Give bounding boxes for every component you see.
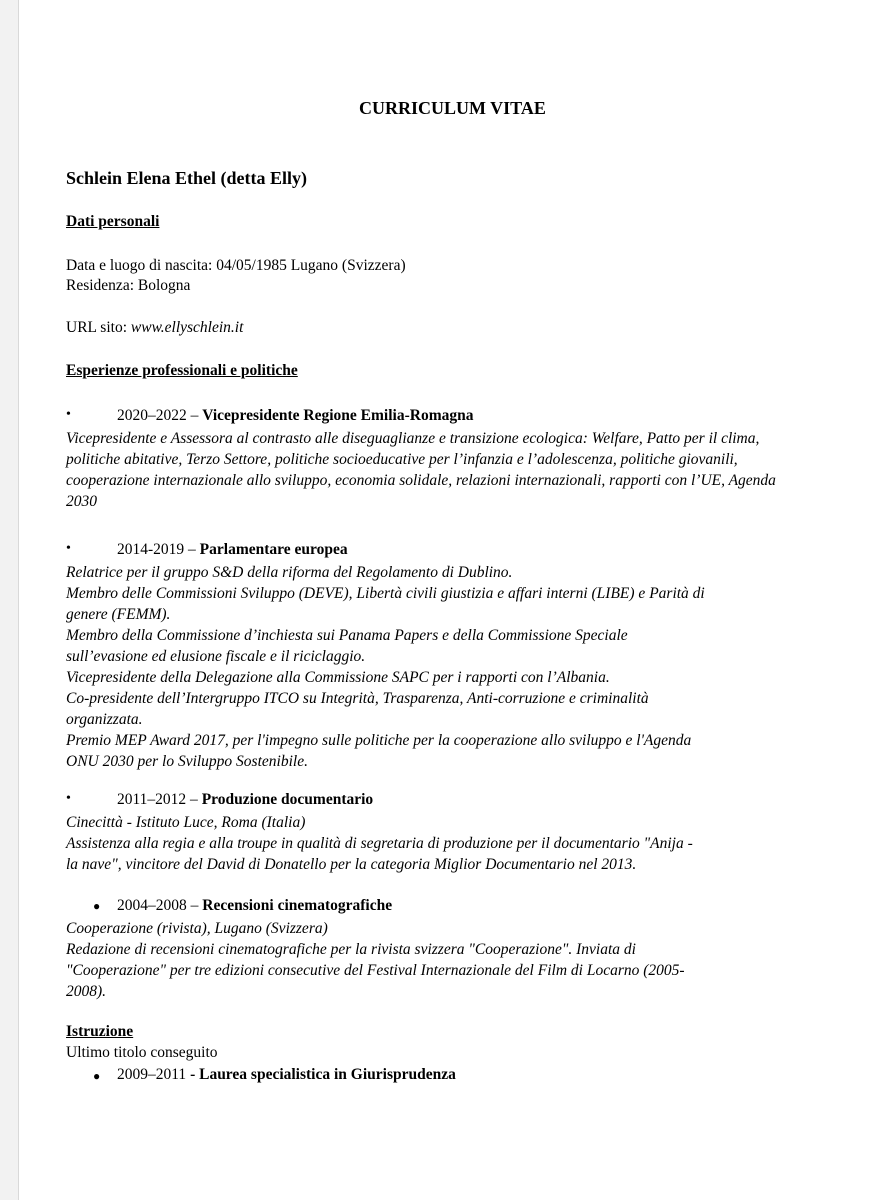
description-line: Premio MEP Award 2017, per l'impegno sulle politiche per la cooperazione allo sviluppo e l'Agenda [66, 732, 692, 749]
description-line: 2008). [66, 983, 107, 1000]
description-line: cooperazione internazionale allo sviluppo, economia solidale, relazioni internazionali, rapporti con l’UE, Agenda [66, 472, 776, 489]
experience-description [66, 562, 866, 772]
experience-item-header [117, 791, 373, 809]
description-line: Co-presidente dell’Intergruppo ITCO su Integrità, Trasparenza, Anti-corruzione e criminalità [66, 690, 649, 707]
experience-role: Recensioni cinematografiche [202, 897, 393, 914]
experience-dates: 2014-2019 – [117, 541, 200, 558]
description-line: Vicepresidente e Assessora al contrasto alle diseguaglianze e transizione ecologica: Welfare, Patto per il clima, [66, 430, 760, 447]
experience-description [66, 918, 866, 1002]
description-line: sull’evasione ed elusione fiscale e il riciclaggio. [66, 648, 366, 665]
education-item [117, 1066, 456, 1084]
birth-info: Data e luogo di nascita: 04/05/1985 Lugano (Svizzera) [66, 257, 406, 274]
bullet: • [66, 407, 71, 422]
person-name: Schlein Elena Ethel (detta Elly) [66, 168, 308, 188]
description-line: politiche abitative, Terzo Settore, politiche socioeducative per l’infanzia e l’adolescenza, politiche giovanili, [66, 451, 738, 468]
description-line: Cooperazione (rivista), Lugano (Svizzera) [66, 920, 328, 937]
bullet: • [66, 791, 71, 806]
experience-description [66, 428, 866, 512]
website-link[interactable]: www.ellyschlein.it [130, 319, 244, 336]
section-heading-personal: Dati personali [66, 213, 160, 230]
experience-dates: 2004–2008 – [117, 897, 203, 914]
description-line: ONU 2030 per lo Sviluppo Sostenibile. [66, 753, 308, 770]
document-page [18, 0, 889, 1200]
experience-role: Produzione documentario [201, 791, 374, 808]
description-line: Cinecittà - Istituto Luce, Roma (Italia) [66, 814, 306, 831]
description-line: Membro delle Commissioni Sviluppo (DEVE), Libertà civili giustizia e affari interni (LIBE) e Parità di [66, 585, 705, 602]
document-title: CURRICULUM VITAE [359, 98, 546, 118]
bullet: ● [93, 899, 101, 913]
education-degree: - Laurea specialistica in Giurisprudenza [190, 1066, 456, 1083]
section-heading-education: Istruzione [66, 1023, 134, 1040]
website-line [66, 319, 243, 337]
description-line: Redazione di recensioni cinematografiche per la rivista svizzera "Cooperazione". Inviata di [66, 941, 636, 958]
description-line: genere (FEMM). [66, 606, 171, 623]
description-line: la nave", vincitore del David di Donatello per la categoria Miglior Documentario nel 2013. [66, 856, 637, 873]
bullet: • [66, 541, 71, 556]
description-line: 2030 [66, 493, 97, 510]
section-heading-experience: Esperienze professionali e politiche [66, 362, 298, 379]
website-label: URL sito: [66, 319, 131, 336]
education-subtitle: Ultimo titolo conseguito [66, 1044, 218, 1061]
experience-role: Parlamentare europea [199, 541, 348, 558]
description-line: Vicepresidente della Delegazione alla Commissione SAPC per i rapporti con l’Albania. [66, 669, 610, 686]
experience-item-header [117, 407, 473, 425]
experience-dates: 2011–2012 – [117, 791, 202, 808]
residence-info: Residenza: Bologna [66, 277, 191, 294]
experience-dates: 2020–2022 – [117, 407, 203, 424]
description-line: Relatrice per il gruppo S&D della riforma del Regolamento di Dublino. [66, 564, 513, 581]
experience-description [66, 812, 866, 875]
experience-item-header [117, 897, 392, 915]
description-line: Assistenza alla regia e alla troupe in qualità di segretaria di produzione per il documentario "Anija - [66, 835, 693, 852]
education-dates: 2009–2011 [117, 1066, 191, 1083]
description-line: Membro della Commissione d’inchiesta sui Panama Papers e della Commissione Speciale [66, 627, 628, 644]
experience-item-header [117, 541, 348, 559]
bullet: ● [93, 1069, 101, 1083]
experience-role: Vicepresidente Regione Emilia-Romagna [202, 407, 474, 424]
description-line: "Cooperazione" per tre edizioni consecutive del Festival Internazionale del Film di Locarno (2005- [66, 962, 685, 979]
description-line: organizzata. [66, 711, 143, 728]
